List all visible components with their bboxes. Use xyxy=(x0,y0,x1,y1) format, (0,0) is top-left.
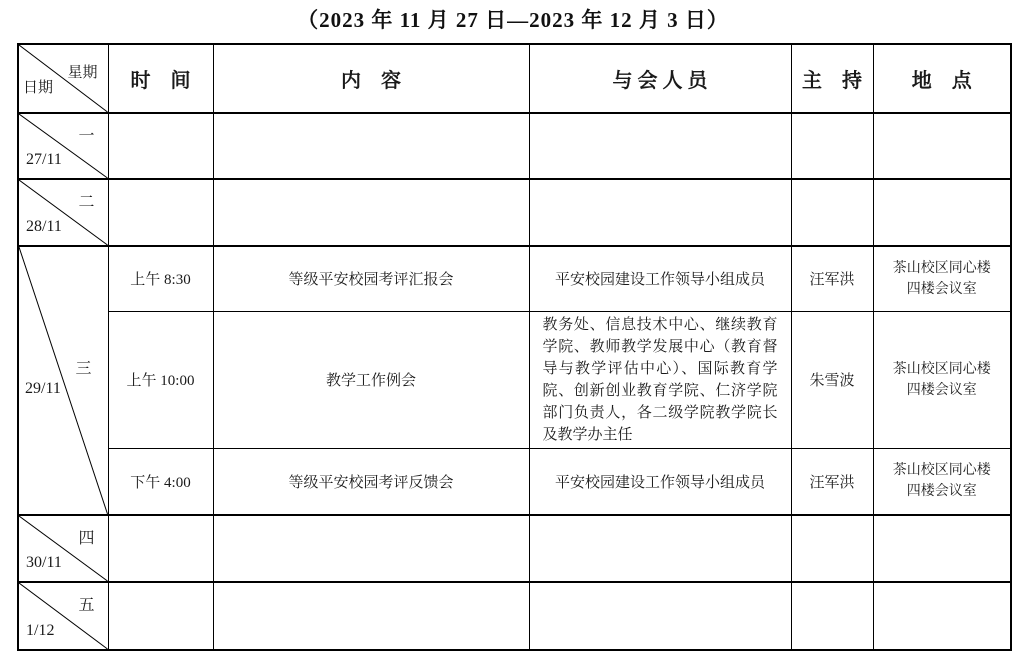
header-time: 时 间 xyxy=(108,44,213,113)
time-cell: 下午 4:00 xyxy=(108,448,213,515)
day-cell-tuesday xyxy=(18,179,108,246)
header-content: 内 容 xyxy=(213,44,529,113)
host-cell-empty xyxy=(791,179,873,246)
attendees-cell: 平安校园建设工作领导小组成员 xyxy=(529,246,791,311)
host-cell-empty xyxy=(791,113,873,179)
weekday-label: 一 xyxy=(78,128,95,145)
location-text: 茶山校区同心楼四楼会议室 xyxy=(892,361,991,398)
day-row-wednesday-meeting-3 xyxy=(18,448,1011,515)
day-row-thursday xyxy=(18,515,1011,582)
location-cell-empty xyxy=(873,582,1011,650)
day-cell-wednesday xyxy=(18,246,108,515)
attendees-cell-empty xyxy=(529,179,791,246)
host-cell-empty xyxy=(791,515,873,582)
host-cell: 汪军洪 xyxy=(791,246,873,311)
weekday-label: 二 xyxy=(78,194,95,211)
time-cell: 上午 8:30 xyxy=(108,246,213,311)
header-location: 地 点 xyxy=(873,44,1011,113)
day-row-friday xyxy=(18,582,1011,650)
day-row-tuesday xyxy=(18,179,1011,246)
corner-label-date: 日期 xyxy=(23,80,54,96)
date-label: 30/11 xyxy=(26,554,62,571)
host-cell: 汪军洪 xyxy=(791,448,873,515)
day-row-wednesday-meeting-1 xyxy=(18,246,1011,311)
date-label: 28/11 xyxy=(26,218,62,235)
content-cell-empty xyxy=(213,582,529,650)
location-text: 茶山校区同心楼四楼会议室 xyxy=(892,260,991,297)
time-cell-empty xyxy=(108,515,213,582)
content-cell-empty xyxy=(213,179,529,246)
page-title: （2023 年 11 月 27 日—2023 年 12 月 3 日） xyxy=(297,8,729,32)
date-label: 29/11 xyxy=(25,379,61,397)
time-cell-empty xyxy=(108,582,213,650)
attendees-cell: 教务处、信息技术中心、继续教育学院、教师教学发展中心（教育督导与教学评估中心）、国际教育学院、创新创业教育学院、仁济学院部门负责人，各二级学院教学院长及教学办主任 xyxy=(529,311,791,448)
day-cell-thursday xyxy=(18,515,108,582)
header-attendees: 与 会 人 员 xyxy=(529,44,791,113)
weekday-label: 五 xyxy=(78,597,95,614)
content-cell: 教学工作例会 xyxy=(213,311,529,448)
location-cell xyxy=(873,448,1011,515)
schedule-table xyxy=(17,43,1012,651)
date-label: 1/12 xyxy=(26,622,55,639)
host-cell-empty xyxy=(791,582,873,650)
content-cell-empty xyxy=(213,113,529,179)
date-label: 27/11 xyxy=(26,151,62,168)
day-row-monday xyxy=(18,113,1011,179)
corner-label-weekday: 星期 xyxy=(67,65,98,81)
day-cell-friday xyxy=(18,582,108,650)
time-cell: 上午 10:00 xyxy=(108,311,213,448)
location-text: 茶山校区同心楼四楼会议室 xyxy=(892,463,991,500)
weekday-label: 四 xyxy=(78,530,95,547)
time-cell-empty xyxy=(108,113,213,179)
attendees-cell-empty xyxy=(529,113,791,179)
header-row xyxy=(18,44,1011,113)
attendees-cell-empty xyxy=(529,582,791,650)
day-cell-monday xyxy=(18,113,108,179)
day-row-wednesday-meeting-2 xyxy=(18,311,1011,448)
host-cell: 朱雪波 xyxy=(791,311,873,448)
time-cell-empty xyxy=(108,179,213,246)
attendees-cell-empty xyxy=(529,515,791,582)
location-cell-empty xyxy=(873,113,1011,179)
header-host: 主 持 xyxy=(791,44,873,113)
location-cell xyxy=(873,246,1011,311)
location-cell xyxy=(873,311,1011,448)
attendees-cell: 平安校园建设工作领导小组成员 xyxy=(529,448,791,515)
content-cell: 等级平安校园考评反馈会 xyxy=(213,448,529,515)
location-cell-empty xyxy=(873,179,1011,246)
corner-header-cell xyxy=(18,44,108,113)
content-cell-empty xyxy=(213,515,529,582)
location-cell-empty xyxy=(873,515,1011,582)
content-cell: 等级平安校园考评汇报会 xyxy=(213,246,529,311)
weekday-label: 三 xyxy=(75,360,92,378)
